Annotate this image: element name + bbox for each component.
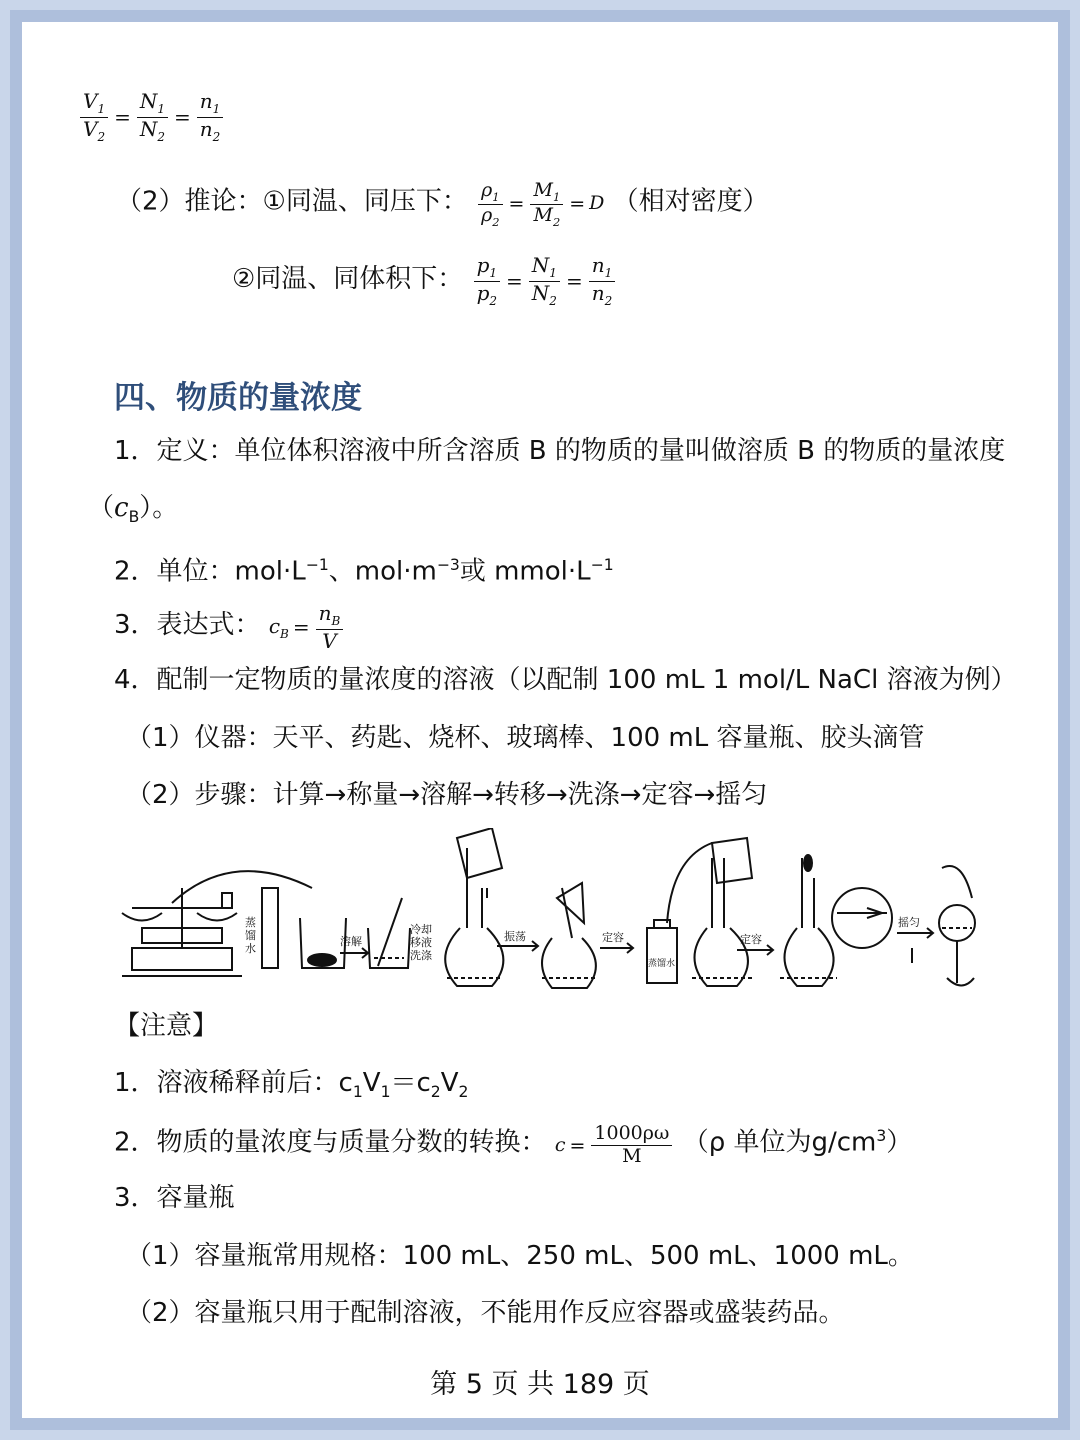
balance-illustration [122,888,242,976]
definition-continuation: $(c_B)$。 [88,493,179,527]
conversion-formula: c = $\frac{1000\rho\omega}{M}$ [555,1134,675,1156]
steps-line: （2）步骤：计算→称量→溶解→转移→洗涤→定容→摇匀 [126,780,768,810]
instruments-line: （1）仪器：天平、药匙、烧杯、玻璃棒、100 mL 容量瓶、胶头滴管 [126,723,925,753]
preparation-line: 4．配制一定物质的量浓度的溶液（以配制 100 mL 1 mol/L NaCl 溶液为例） [114,665,1017,695]
flask-specs: （1）容量瓶常用规格：100 mL、250 mL、500 mL、1000 mL。 [126,1241,914,1271]
page-border [10,10,1070,1430]
relative-density-note: （相对密度） [612,186,769,217]
label-bottle: 蒸馏水 [648,959,676,969]
definition-line: 1．定义：单位体积溶液中所含溶质 B 的物质的量叫做溶质 B 的物质的量浓度 [114,436,1006,466]
label-water-3: 水 [245,942,256,955]
label-cool-3: 洗涤 [410,949,432,962]
label-dissolve: 溶解 [340,935,362,948]
notice-title: 【注意】 [114,1011,219,1041]
distilled-water-bottle [647,928,677,983]
label-water-1: 蒸 [245,916,256,929]
dropper-tube [667,843,712,923]
inference-line-1 [116,180,769,229]
volumetric-flask-1 [445,928,503,986]
document-page [22,22,1058,1418]
conversion-line: 2．物质的量浓度与质量分数的转换： c = $\frac{1000\rho\omega}{M}$ （ρ 单位为$g/cm^3$） [114,1122,913,1168]
expression-line: 3．表达式： $c_B$ = $\frac{n_B}{V}$ [114,602,345,653]
inference-label: （2）推论：①同温、同压下： [116,186,468,217]
section-heading: 四、物质的量浓度 [114,380,362,416]
flask-title: 3．容量瓶 [114,1183,235,1213]
pressure-formula: $\frac{p_1}{p_2}$ = $\frac{N_1}{N_2}$ = $\frac{n_1}{n_2}$ [472,268,618,292]
unit-line: 2．单位：$mol\cdot L^{-1}$、$mol\cdot m^{-3}$或 $mmol\cdot L^{-1}$ [114,556,614,587]
label-shake: 振荡 [504,930,526,943]
label-mix: 摇匀 [898,916,920,929]
pouring-beaker [457,828,502,878]
label-cool-2: 移液 [410,936,432,949]
flask-usage: （2）容量瓶只用于配制溶液，不能用作反应容器或盛装药品。 [126,1298,845,1328]
page-footer: 第 5 页 共 189 页 [430,1369,650,1400]
concentration-formula: $c_B$ = $\frac{n_B}{V}$ [269,614,346,638]
formula-volume-ratio: $\frac{V_1}{V_2}$ = $\frac{N_1}{N_2}$ = $\frac{n_1}{n_2}$ [78,90,225,145]
dilution-line: 1．溶液稀释前后：$c_1V_1=c_2V_2$ [114,1068,469,1102]
label-fix-1: 定容 [602,931,624,944]
inference-line-2 [232,254,617,309]
same-volume-label: ②同温、同体积下： [232,263,464,294]
graduated-cylinder [262,888,278,968]
wash-tube [172,871,312,903]
procedure-diagram [112,828,992,998]
label-water-2: 馏 [245,929,256,942]
inverted-flask [939,905,975,941]
meniscus-zoom [832,888,892,948]
label-cool-1: 冷却 [410,923,432,936]
label-fix-2: 定容 [740,933,762,946]
volumetric-flask-2 [542,938,596,988]
density-formula: $\frac{\rho_1}{\rho_2}$ = $\frac{M_1}{M_2}$ = D [476,192,604,214]
